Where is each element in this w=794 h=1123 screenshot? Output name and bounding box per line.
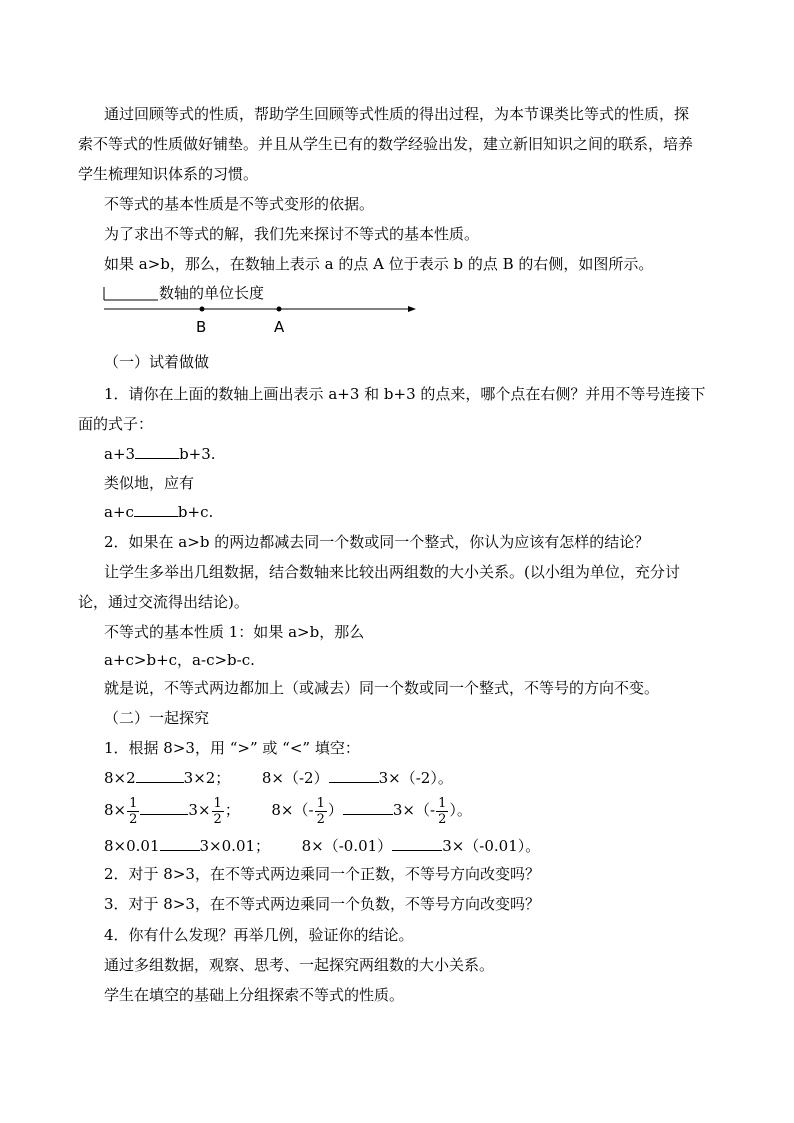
point-a-dot [277,307,282,312]
point-b-dot [200,307,205,312]
row2-b-tail: ）。 [449,801,472,819]
fraction-one-half: $\frac{1}{2}$ [316,795,325,827]
section-1-heading: （一）试着做做 [104,353,210,371]
fill-row-2 [104,790,764,834]
row2-b-mid: ） [327,801,343,819]
number-line-arrow [408,306,416,312]
answer-blank-row3-b[interactable] [392,836,442,851]
row3-a-left: 8×0.01 [104,837,160,855]
answer-blank-row3-a[interactable] [160,836,200,851]
row1-a-left: 8×2 [104,769,136,787]
section-2-question-4: 4．你有什么发现？再举几例，验证你的结论。 [104,926,414,944]
expression-right: b+c. [177,503,214,521]
fraction-one-half: $\frac{1}{2}$ [438,795,447,827]
expression-left: a+3 [104,445,136,463]
answer-blank-row2-a[interactable] [140,800,188,815]
fill-row-3 [104,836,764,856]
point-b-label: B [196,318,207,336]
row3-b-left: 8×（-0.01） [301,837,393,855]
row3-a-right: 3×0.01； [199,837,271,855]
fill-row-1 [104,768,764,788]
point-a-label: A [274,318,285,336]
number-line-diagram [100,280,430,340]
section-2-heading: （二）一起探究 [104,709,210,727]
property-1-expression: a+c>b+c，a-c>b-c. [104,651,255,669]
expression-right: b+3. [179,445,216,463]
paragraph-explore: 为了求出不等式的解，我们先来探讨不等式的基本性质。 [104,225,480,243]
paragraph-intro-line-1: 通过回顾等式的性质，帮助学生回顾等式性质的得出过程，为本节课类比等式的性质，探 [104,105,690,123]
row2-a-right: 3× [188,801,211,819]
answer-blank-row1-b[interactable] [329,768,379,783]
row1-b-right: 3×（-2）。 [378,769,453,787]
section-1-question-1-line-1: 1．请你在上面的数轴上画出表示 a+3 和 b+3 的点来，哪个点在右侧？并用不等号连接下 [104,385,706,403]
answer-blank-row2-b[interactable] [343,800,393,815]
expression-left: a+c [104,503,134,521]
paragraph-intro-line-3: 学生梳理知识体系的习惯。 [78,165,259,183]
row2-b-right: 3×（- [392,801,436,819]
answer-blank-row1-a[interactable] [136,768,184,783]
paragraph-discuss-line-2: 论，通过交流得出结论)。 [78,593,249,611]
paragraph-similar: 类似地，应有 [104,474,195,492]
row2-a-tail: ； [224,801,240,819]
paragraph-note-2: 学生在填空的基础上分组探索不等式的性质。 [104,986,405,1004]
paragraph-discuss-line-1: 让学生多举出几组数据，结合数轴来比较出两组数的大小关系。(以小组为单位，充分讨 [104,563,680,581]
row1-b-left: 8×（-2） [261,769,329,787]
answer-blank-2[interactable] [134,502,178,517]
row1-a-right: 3×2； [183,769,231,787]
unit-length-label: 数轴的单位长度 [159,284,265,302]
paragraph-note-1: 通过多组数据，观察、思考、一起探究两组数的大小关系。 [104,956,495,974]
section-1-question-2: 2．如果在 a>b 的两边都减去同一个数或同一个整式，你认为应该有怎样的结论？ [104,533,650,551]
fraction-one-half: $\frac{1}{2}$ [129,795,138,827]
section-1-question-1-line-2: 面的式子： [78,415,154,433]
paragraph-basis: 不等式的基本性质是不等式变形的依据。 [104,195,375,213]
paragraph-conclusion: 就是说，不等式两边都加上（或减去）同一个数或同一个整式，不等号的方向不变。 [104,679,660,697]
fraction-one-half: $\frac{1}{2}$ [213,795,222,827]
section-2-question-1: 1．根据 8>3，用 “>” 或 “<” 填空： [104,739,360,757]
expression-a-plus-3 [104,444,764,464]
expression-a-plus-c [104,502,764,522]
row2-a-left: 8× [104,801,127,819]
row2-b-left: 8×（- [271,801,314,819]
row3-b-right: 3×（-0.01）。 [442,837,541,855]
paragraph-intro-line-2: 索不等式的性质做好铺垫。并且从学生已有的数学经验出发，建立新旧知识之间的联系，培养 [78,135,694,153]
answer-blank-1[interactable] [135,444,179,459]
property-1-statement: 不等式的基本性质 1：如果 a>b，那么 [104,623,365,641]
section-2-question-3: 3．对于 8>3，在不等式两边乘同一个负数，不等号方向改变吗？ [104,895,540,913]
section-2-question-2: 2．对于 8>3，在不等式两边乘同一个正数，不等号方向改变吗？ [104,865,540,883]
paragraph-number-line-intro: 如果 a>b，那么，在数轴上表示 a 的点 A 位于表示 b 的点 B 的右侧，如图所示。 [104,255,654,273]
